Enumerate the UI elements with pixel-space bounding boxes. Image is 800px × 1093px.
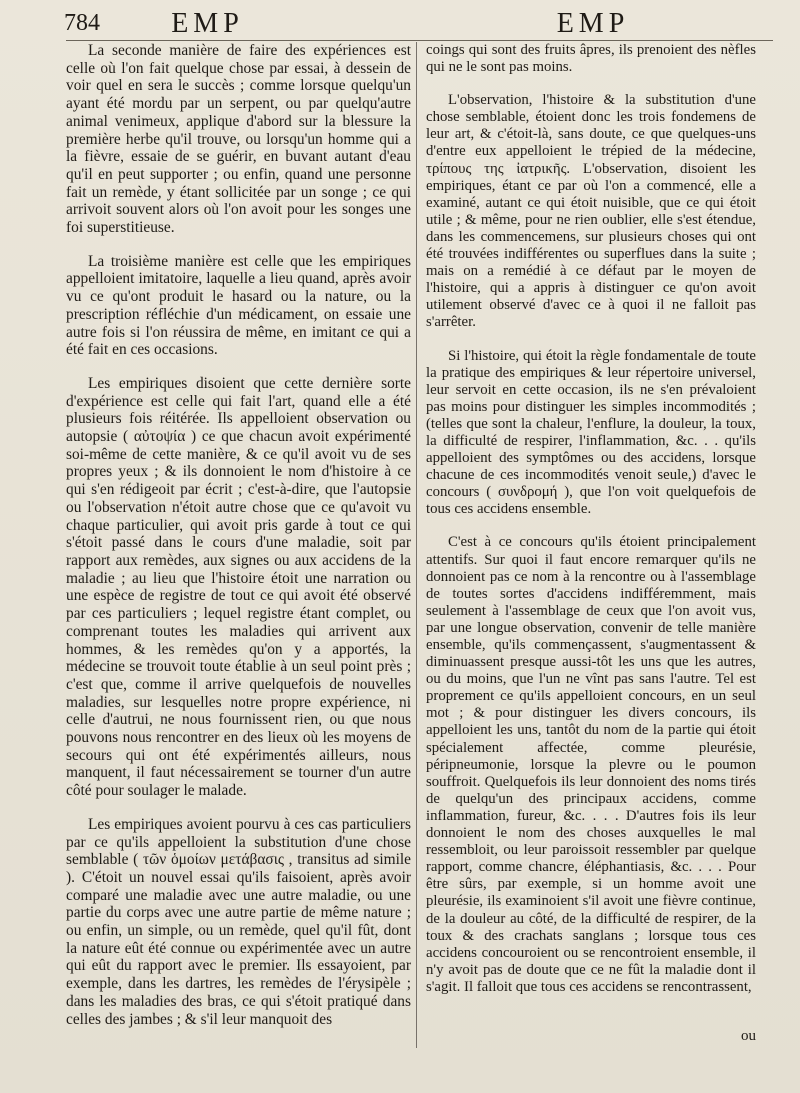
paragraph: L'observation, l'histoire & la substitution d'une chose semblable, étoient donc les trois fondemens de leur art, & c'étoit-là, sans doute, ce que quelques-uns d'entre eux appelloient le trépied de la médecine, τρίπους της ἰατρικῆς. L'observation, disoient les empiriques, étant ce par où l'on a commencé, elle a examiné, autant ce qui étoit nuisible, que ce qui étoit utile ; & même, pour ne rien oublier, elle s'est étendue, dans les commencemens, sur plusieurs choses qui ont été trouvées indifférentes ou superflues dans la suite ; mais on a remédié à ce défaut par le moyen de l'histoire, qui a appris à distinguer ce qu'on avoit utilement observé d'avec ce à quoi il ne falloit pas s'arrêter. — [426, 92, 756, 331]
page-number: 784 — [64, 10, 100, 36]
paragraph: La troisième manière est celle que les empiriques appelloient imitatoire, laquelle a lieu quand, après avoir vu ce qu'ont produit le hasard ou la nature, ou la prescription réfléchie d'un médicament, on essaie une autre fois si l'on réussira de même, en imitant ce qui a été fait en ces occasions. — [66, 252, 411, 359]
paragraph: Si l'histoire, qui étoit la règle fondamentale de toute la pratique des empiriques & leur répertoire universel, leur servoit en cette occasion, ils ne s'en prévaloient pas moins pour distinguer les simples incommodités ; (telles que sont la chaleur, l'enflure, la douleur, la toux, la difficulté de respirer, l'inflammation, &c. . . qu'ils appelloient des symptômes ou des accidens, lorsque chacune de ces incommodités venoit seule,) d'avec le concours ( συνδρομή ), que l'on voit quelquefois de tous ces accidens ensemble. — [426, 347, 756, 518]
paragraph: Les empiriques avoient pourvu à ces cas particuliers par ce qu'ils appelloient la substitution d'une chose semblable ( τῶν ὁμοίων μετάβασις , transitus ad simile ). C'étoit un nouvel essai qu'ils faisoient, après avoir comparé une maladie avec une autre maladie, ou une partie du corps avec une autre partie de même nature ; ou enfin, un simple, ou un remède, quel qu'il fût, dont la nature eût été connue ou expérimentée avec un autre qui eût du rapport avec le premier. Ils essayoient, par exemple, dans les dartres, les remèdes de l'érysipèle ; dans les maladies des bras, ce qui s'étoit pratiqué dans celles des jambes ; & s'il leur manquoit des — [66, 815, 411, 1028]
running-head-right: EMP — [556, 8, 630, 39]
header-rule — [66, 40, 773, 41]
paragraph: C'est à ce concours qu'ils étoient principalement attentifs. Sur quoi il faut encore remarquer qu'ils ne donnoient pas ce nom à la rencontre ou à l'assemblage de toutes sortes d'accidens indifféremment, mais seulement à l'assemblage de ceux que l'on avoit vus, par une longue observation, convenir de telle manière ensemble, qu'ils commençassent, s'augmentassent & diminuassent presque aussi-tôt les uns que les autres, ou du moins, que l'un ne vînt pas sans l'autre. Tel est proprement ce qu'ils appelloient concours, en un seul mot ; & pour distinguer les divers concours, ils appelloient les uns, tantôt du nom de la partie qui étoit spécialement affectée, comme pleurésie, péripneumonie, lorsque la plevre ou le poumon souffroit. Quelquefois ils leur donnoient des noms tirés de quelqu'un des principaux accidens, comme inflammation, fureur, &c. . . . D'autres fois ils leur donnoient le nom des choses auxquelles le mal ressembloit, ou leur paroissoit ressembler par quelque rapport, comme chancre, éléphantiasis, &c. . . . Pour être sûrs, par exemple, si un homme avoit une pleurésie, ils examinoient s'il avoit une fièvre continue, de la douleur au côté, de la difficulté de respirer, de la toux & des crachats sanglans ; lorsque tous ces accidens concouroient ou se rencontroient ensemble, il n'y avoit pas de doute que ce ne fût la maladie dont il s'agit. Il falloit que tous ces accidens se rencontrassent, — [426, 534, 756, 995]
left-column — [66, 42, 411, 1044]
column-divider — [416, 42, 417, 1048]
catchword: ou — [741, 1028, 756, 1044]
paragraph: Les empiriques disoient que cette dernière sorte d'expérience est celle qui fait l'art, quand elle a été plusieurs fois réitérée. Ils appelloient observation ou autopsie ( αὐτοψία ) ce que chacun avoit expérimenté soi-même de cette manière, & ce qu'il avoit vu de ses propres yeux ; & ils donnoient le nom d'histoire à ce qui s'en rédigeoit par écrit ; c'est-à-dire, que l'autopsie ou l'observation n'étoit autre chose que ce qu'avoit vu chaque particulier, qui avoit pris garde à tout ce qui s'étoit passé dans le cours d'une maladie, soit par rapport aux remèdes, aux signes ou aux accidens de la maladie ; au lieu que l'histoire étoit une narration ou une espèce de registre de tout ce qui avoit été observé par ces particuliers ; lequel registre étant complet, ou comprenant toutes les maladies qui arrivent aux hommes, & les remèdes qu'on y a apportés, la médecine se trouvoit toute établie à un seul point près ; c'est que, comme il arrive quelquefois de nouvelles maladies, sur lesquelles notre propre expérience, ni celle d'autrui, ne nous fournissent rien, ou que nous pouvons nous rencontrer en des lieux où les moyens de secours qui ont été expérimentés ailleurs, nous manquent, il faut nécessairement se tourner d'un autre côté pour soulager le malade. — [66, 374, 411, 800]
running-head-left: EMP — [171, 8, 244, 39]
right-column — [426, 42, 756, 1012]
paragraph: La seconde manière de faire des expériences est celle où l'on fait quelque chose par essai, à dessein de voir quel en sera le succès ; comme lorsque quelqu'un ayant été mordu par un serpent, ou par quelqu'autre animal venimeux, applique d'abord sur la blessure la première herbe qu'il trouve, ou lorsqu'un homme qui a la fièvre, essaie de se guérir, en buvant autant d'eau qu'il en peut supporter ; ou enfin, quand une personne fait un remède, y étant sollicitée par un songe ; ce qui arrivoit souvent alors où l'on avoit pour les songes une foi superstitieuse. — [66, 42, 411, 237]
paragraph: coings qui sont des fruits âpres, ils prenoient des nèfles qui ne le sont pas moins. — [426, 42, 756, 76]
page-header — [0, 8, 800, 40]
